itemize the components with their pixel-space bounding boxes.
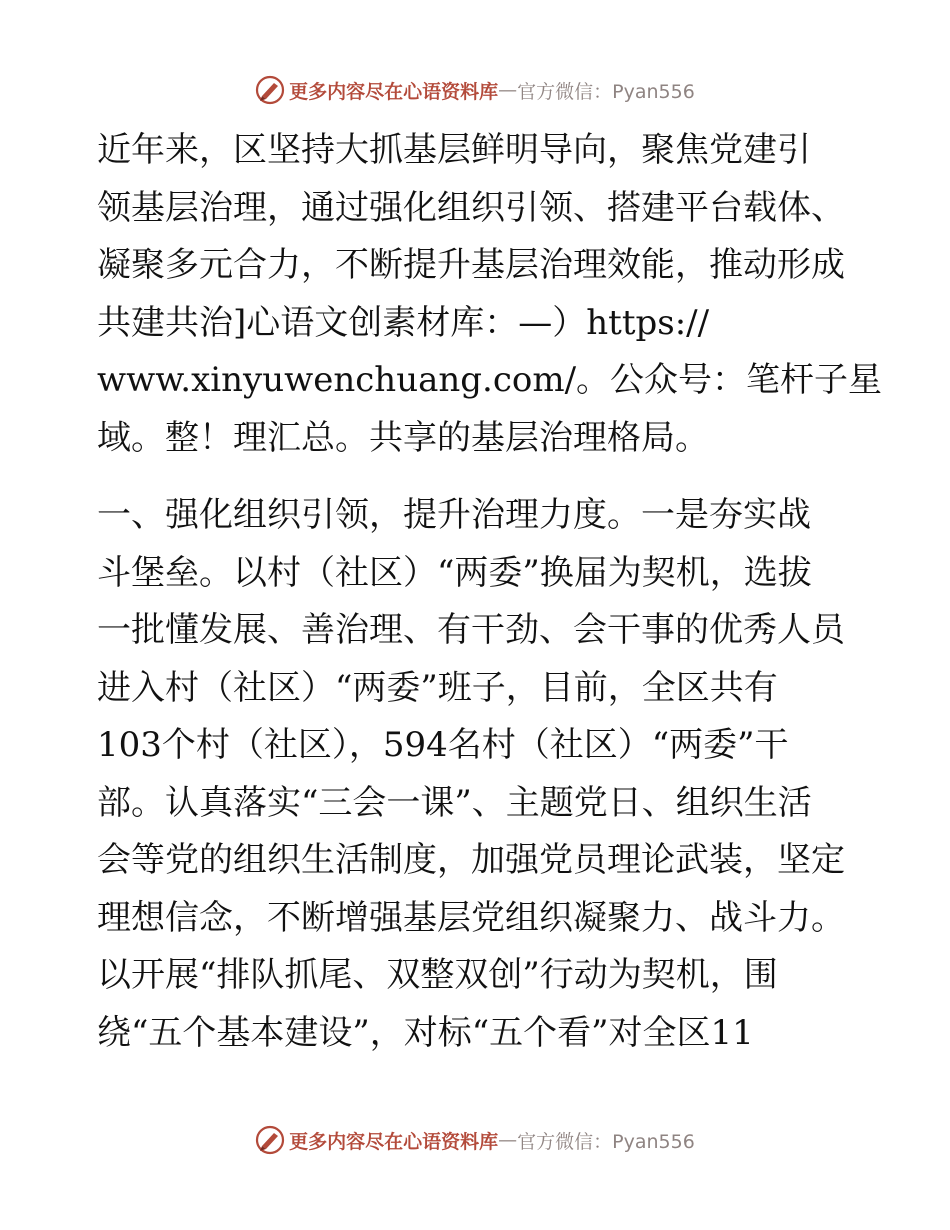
text-line: 绕“五个基本建设”，对标“五个看”对全区11: [97, 1012, 754, 1053]
text-line: 近年来，区坚持大抓基层鲜明导向，聚焦党建引: [97, 130, 811, 170]
pen-logo-icon: [255, 75, 285, 105]
text-line: 凝聚多元合力，不断提升基层治理效能，推动形成: [97, 245, 845, 285]
text-line: 进入村（社区）“两委”班子，目前，全区共有: [97, 667, 778, 708]
watermark-wechat: 官方微信：Pyan556: [517, 1130, 695, 1153]
text-line: 斗堡垒。以村（社区）“两委”换届为契机，选拔: [97, 552, 812, 593]
watermark-separator: —: [498, 1129, 518, 1151]
document-body: [97, 122, 883, 1062]
text-line: www.xinyuwenchuang.com/。公众号：笔杆子星: [97, 360, 883, 400]
text-line: 部。认真落实“三会一课”、主题党日、组织生活: [97, 782, 812, 823]
text-line: 以开展“排队抓尾、双整双创”行动为契机，围: [97, 955, 778, 995]
pen-logo-icon: [255, 1125, 285, 1155]
footer-watermark: [0, 1120, 950, 1160]
text-line: 共建共治]心语文创素材库：—）https://: [97, 302, 710, 343]
text-line: 理想信念，不断增强基层党组织凝聚力、战斗力。: [97, 897, 845, 938]
text-line: 域。整！理汇总。共享的基层治理格局。: [97, 417, 709, 458]
watermark-title: 更多内容尽在心语资料库: [289, 80, 499, 103]
text-line: 领基层治理，通过强化组织引领、搭建平台载体、: [97, 187, 845, 228]
text-line: 一、强化组织引领，提升治理力度。一是夯实战: [97, 495, 811, 535]
watermark-title: 更多内容尽在心语资料库: [289, 1130, 499, 1153]
text-line: 会等党的组织生活制度，加强党员理论武装，坚定: [97, 840, 845, 880]
watermark-separator: —: [498, 79, 518, 101]
paragraph-section-one: [97, 487, 857, 1062]
paragraph-intro: [97, 122, 883, 467]
watermark-wechat: 官方微信：Pyan556: [517, 80, 695, 103]
text-line: 一批懂发展、善治理、有干劲、会干事的优秀人员: [97, 610, 845, 650]
header-watermark: [0, 70, 950, 110]
text-line: 103个村（社区），594名村（社区）“两委”干: [97, 725, 789, 765]
